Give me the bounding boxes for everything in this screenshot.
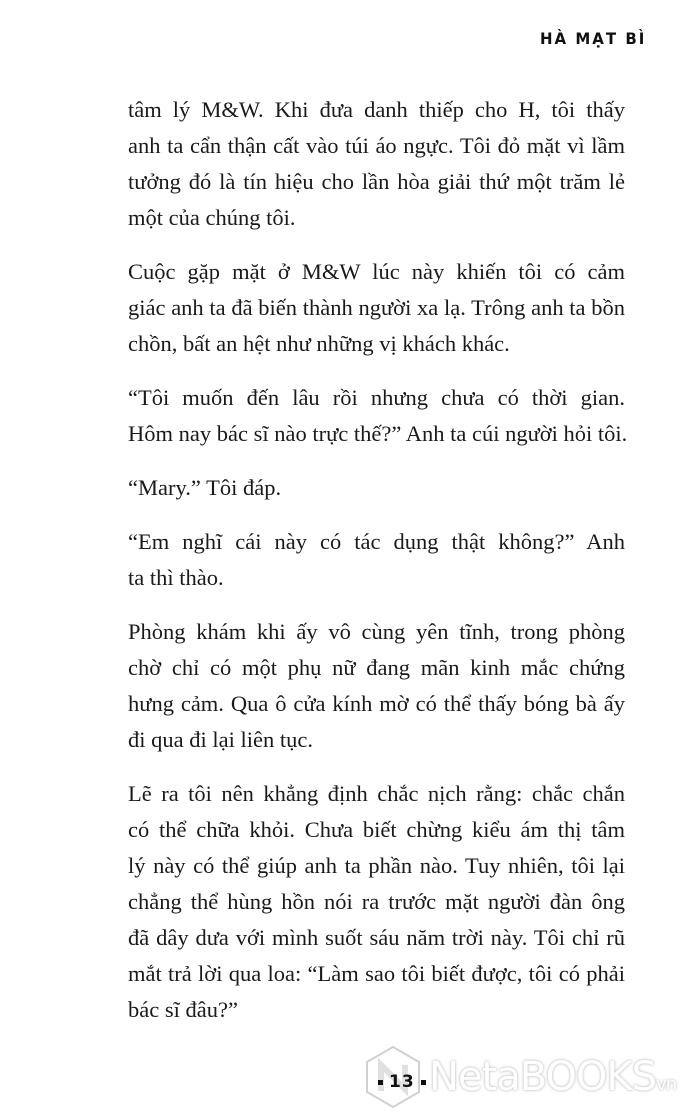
text-line: Lẽ ra tôi nên khẳng định chắc nịch rằng: chắc chắn [128, 781, 625, 806]
text-line: tâm lý M&W. Khi đưa danh thiếp cho H, tôi thấy [128, 97, 625, 122]
text-line: giác anh ta đã biến thành người xa lạ. Trông anh ta bồn [128, 295, 625, 320]
body-text [128, 92, 628, 1046]
text-line: chờ chỉ có một phụ nữ đang mãn kinh mắc chứng [128, 655, 625, 680]
paragraph [128, 524, 625, 596]
page-number: 13 [372, 1072, 432, 1092]
paragraph [128, 380, 628, 452]
paragraph [128, 614, 625, 758]
paragraph [128, 254, 625, 362]
text-line: tưởng đó là tín hiệu cho lần hòa giải thứ một trăm lẻ [128, 169, 625, 194]
text-line: chẳng thể hùng hồn nói ra trước mặt người đàn ông [128, 889, 625, 914]
text-line: Hôm nay bác sĩ nào trực thế?” Anh ta cúi người hỏi tôi. [128, 421, 628, 446]
text-line: chồn, bất an hệt như những vị khách khác. [128, 331, 510, 356]
text-line: “Em nghĩ cái này có tác dụng thật không?” Anh [128, 529, 625, 554]
text-line: đã dây dưa với mình suốt sáu năm trời này. Tôi chỉ rũ [128, 925, 625, 950]
text-line: có thể chữa khỏi. Chưa biết chừng kiểu ám thị tâm [128, 817, 625, 842]
watermark-brand: NetaBOOKSvn [429, 1054, 677, 1100]
text-line: lý này có thể giúp anh ta phần nào. Tuy nhiên, tôi lại [128, 853, 625, 878]
text-line: Phòng khám khi ấy vô cùng yên tĩnh, trong phòng [128, 619, 625, 644]
paragraph [128, 92, 625, 236]
text-line: Cuộc gặp mặt ở M&W lúc này khiến tôi có cảm [128, 259, 625, 284]
text-line: anh ta cẩn thận cất vào túi áo ngực. Tôi đỏ mặt vì lầm [128, 133, 625, 158]
text-line: ta thì thào. [128, 565, 224, 590]
text-line: hưng cảm. Qua ô cửa kính mờ có thể thấy bóng bà ấy [128, 691, 625, 716]
paragraph [128, 776, 625, 1028]
text-line: bác sĩ đâu?” [128, 997, 238, 1022]
text-line: một của chúng tôi. [128, 205, 296, 230]
text-line: mắt trả lời qua loa: “Làm sao tôi biết được, tôi có phải [128, 961, 625, 986]
text-line: “Mary.” Tôi đáp. [128, 475, 282, 500]
text-line: “Tôi muốn đến lâu rồi nhưng chưa có thời gian. [128, 385, 625, 410]
running-title: HÀ MẠT BÌ [540, 29, 647, 49]
paragraph [128, 470, 625, 506]
text-line: đi qua đi lại liên tục. [128, 727, 313, 752]
